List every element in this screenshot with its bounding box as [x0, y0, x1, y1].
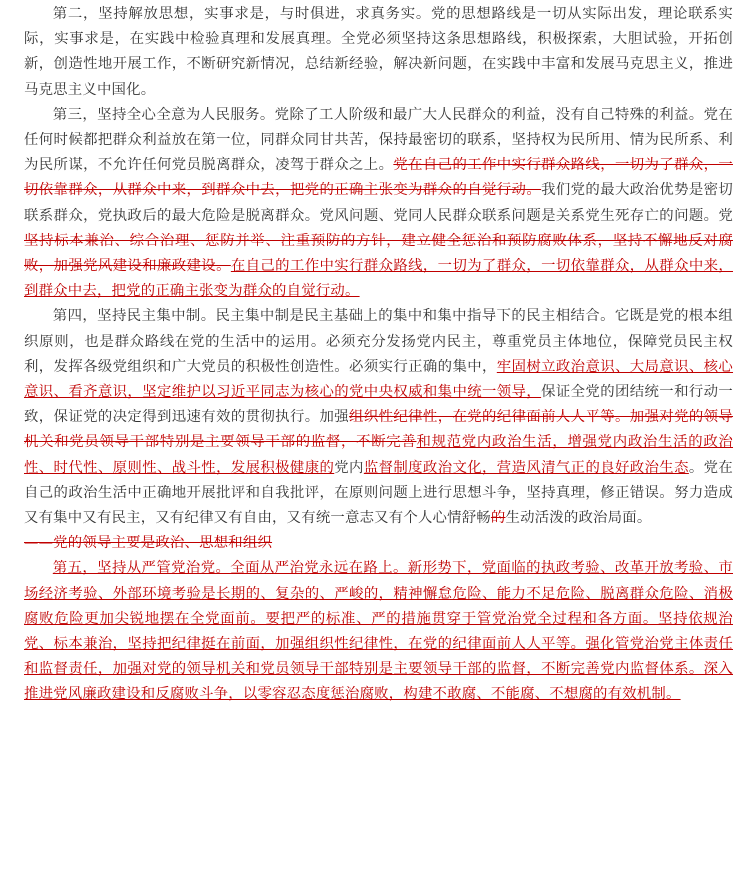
inserted-text: 牢固树立政治意识、大局意识、核心意识、看齐意识，坚定维护以习近平同志为核心的党中央权威和集中统一领导， — [24, 358, 734, 401]
paragraph-text: 第三，坚持全心全意为人民服务。党除了工人阶级和最广大人民群众的利益，没有自己特殊的利益。党在任何时候都把群众利益放在第一位，同群众同甘共苦，保持最密切的联系，坚持权为民所用、情为民所系、利为民所谋，不允许任何党员脱离群众，凌驾于群众之上。 — [24, 106, 733, 174]
deleted-text: 坚持标本兼治、综合治理、惩防并举、注重预防的方针，建立健全惩治和预防腐败体系，坚持不懈地反对腐败，加强党风建设和廉政建设。 — [24, 232, 733, 275]
inserted-text: 在自己的工作中实行群众路线，一切为了群众，一切依靠群众，从群众中来，到群众中去，把党的正确主张变为群众的自觉行动。 — [24, 258, 733, 300]
deleted-text: 组织性纪律性，在党的纪律面前人人平等。加强对党的领导机关和党员领导干部特别是主要领导干部的监督，不断完善 — [24, 409, 734, 451]
deleted-text: 党在自己的工作中实行群众路线，一切为了群众，一切依靠群众，从群众中来，到群众中去，把党的正确主张变为群众的自觉行动。 — [24, 157, 733, 199]
paragraph-fifth-principle — [24, 556, 733, 707]
paragraph-deleted-heading — [24, 531, 733, 556]
paragraph-third-principle — [24, 103, 733, 305]
paragraph-text: 党内 — [334, 459, 364, 476]
inserted-text: 和规范党内政治生活，增强党内政治生活的政治性、时代性、原则性、战斗性，发展积极健康的 — [24, 434, 734, 476]
paragraph-text: 生动活泼的政治局面。 — [505, 510, 652, 527]
paragraph-text: 我们党的最大政治优势是密切联系群众，党执政后的最大危险是脱离群众。党风问题、党同人民群众联系问题是关系党生死存亡的问题。党 — [24, 182, 733, 224]
paragraph-text: 保证全党的团结统一和行动一致，保证党的决定得到迅速有效的贯彻执行。加强 — [24, 384, 733, 426]
deleted-text: 的 — [490, 510, 506, 527]
paragraph-second-principle — [24, 2, 733, 103]
paragraph-text: 。党在自己的政治生活中正确地开展批评和自我批评，在原则问题上进行思想斗争，坚持真理，修正错误。努力造成又有集中又有民主，又有纪律又有自由，又有统一意志又有个人心情舒畅 — [24, 459, 734, 527]
paragraph-fourth-principle — [24, 304, 733, 531]
paragraph-text: 第四，坚持民主集中制。民主集中制是民主基础上的集中和集中指导下的民主相结合。它既是党的根本组织原则，也是群众路线在党的生活中的运用。必须充分发扬党内民主，尊重党员主体地位，保障党员民主权利，发挥各级党组织和广大党员的积极性创造性。必须实行正确的集中， — [24, 308, 733, 375]
deleted-text: ——党的领导主要是政治、思想和组织 — [24, 535, 273, 552]
inserted-text: 监督制度政治文化，营造风清气正的良好政治生态 — [363, 459, 689, 476]
paragraph-text: 第二，坚持解放思想，实事求是，与时俱进，求真务实。党的思想路线是一切从实际出发，理论联系实际，实事求是，在实践中检验真理和发展真理。全党必须坚持这条思想路线，积极探索，大胆试验，开拓创新，创造性地开展工作，不断研究新情况，总结新经验，解决新问题，在实践中丰富和发展马克思主义，推进马克思主义中国化。 — [24, 6, 733, 98]
inserted-text: 第五，坚持从严管党治党。全面从严治党永远在路上。新形势下，党面临的执政考验、改革开放考验、市场经济考验、外部环境考验是长期的、复杂的、严峻的，精神懈怠危险、能力不足危险、脱离群众危险、消极腐败危险更加尖锐地摆在全党面前。要把严的标准、严的措施贯穿于管党治党全过程和各方面。坚持依规治党、标本兼治，坚持把纪律挺在前面，加强组织性纪律性，在党的纪律面前人人平等。强化管党治党主体责任和监督责任，加强对党的领导机关和党员领导干部特别是主要领导干部的监督，不断完善党内监督体系。深入推进党风廉政建设和反腐败斗争，以零容忍态度惩治腐败，构建不敢腐、不能腐、不想腐的有效机制。 — [24, 560, 733, 703]
